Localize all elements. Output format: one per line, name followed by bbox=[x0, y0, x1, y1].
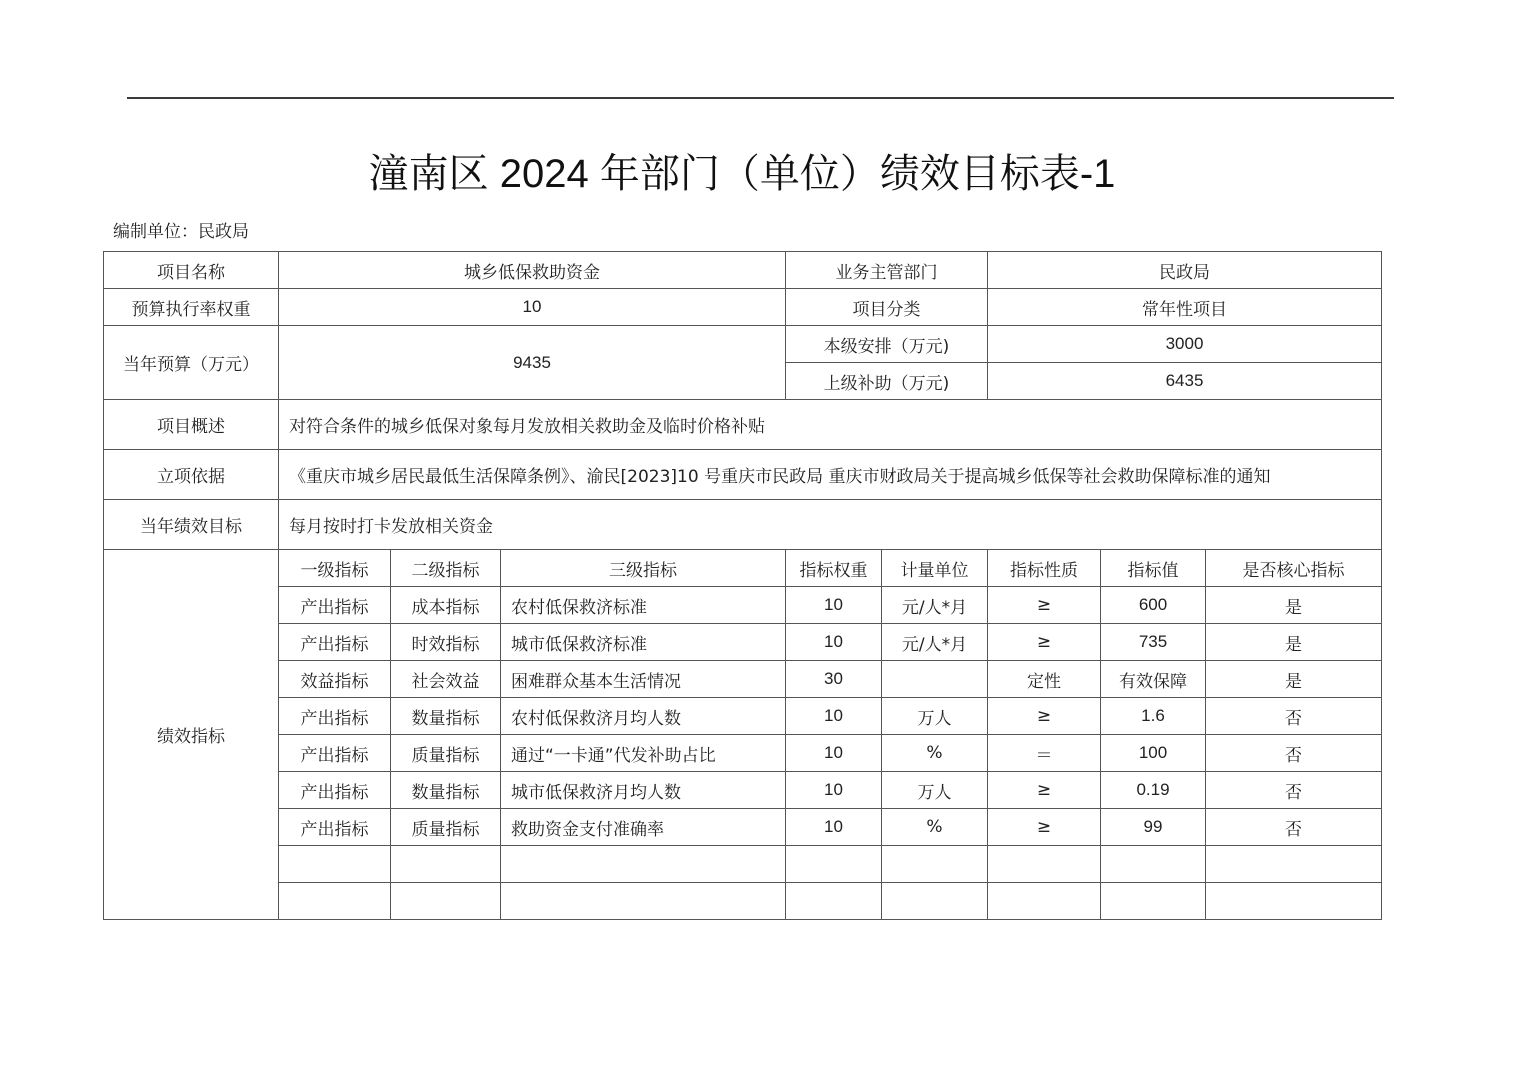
project-category-value: 常年性项目 bbox=[988, 289, 1382, 326]
row-budget-local bbox=[104, 326, 1382, 363]
empty-cell bbox=[988, 846, 1101, 883]
local-funding-value: 3000 bbox=[988, 326, 1382, 363]
indicator-nature: ≥ bbox=[988, 624, 1101, 661]
project-category-label: 项目分类 bbox=[786, 289, 988, 326]
empty-cell bbox=[391, 883, 501, 920]
indicator-level1: 产出指标 bbox=[279, 698, 391, 735]
indicator-level3: 城市低保救济标准 bbox=[501, 624, 786, 661]
indicator-core: 否 bbox=[1206, 735, 1382, 772]
empty-cell bbox=[1101, 883, 1206, 920]
header-nature: 指标性质 bbox=[988, 550, 1101, 587]
empty-cell bbox=[279, 846, 391, 883]
overview-label: 项目概述 bbox=[104, 400, 279, 450]
budget-weight-label: 预算执行率权重 bbox=[104, 289, 279, 326]
indicator-row bbox=[104, 772, 1382, 809]
indicator-core: 否 bbox=[1206, 809, 1382, 846]
indicator-row bbox=[104, 735, 1382, 772]
header-level3: 三级指标 bbox=[501, 550, 786, 587]
indicator-nature: ≥ bbox=[988, 772, 1101, 809]
indicator-level1: 产出指标 bbox=[279, 587, 391, 624]
header-rule bbox=[127, 97, 1394, 99]
row-overview bbox=[104, 400, 1382, 450]
indicator-unit: % bbox=[882, 735, 988, 772]
indicator-level3: 救助资金支付准确率 bbox=[501, 809, 786, 846]
indicator-level1: 效益指标 bbox=[279, 661, 391, 698]
indicator-level2: 时效指标 bbox=[391, 624, 501, 661]
indicator-row bbox=[104, 624, 1382, 661]
indicator-level3: 通过“一卡通”代发补助占比 bbox=[501, 735, 786, 772]
empty-cell bbox=[1206, 846, 1382, 883]
indicator-row bbox=[104, 809, 1382, 846]
performance-target-table bbox=[103, 251, 1382, 920]
indicator-value: 0.19 bbox=[1101, 772, 1206, 809]
empty-cell bbox=[1101, 846, 1206, 883]
indicator-value: 99 bbox=[1101, 809, 1206, 846]
header-value: 指标值 bbox=[1101, 550, 1206, 587]
indicator-core: 是 bbox=[1206, 661, 1382, 698]
indicator-level1: 产出指标 bbox=[279, 809, 391, 846]
local-funding-label: 本级安排（万元) bbox=[786, 326, 988, 363]
indicator-level3: 城市低保救济月均人数 bbox=[501, 772, 786, 809]
empty-cell bbox=[882, 883, 988, 920]
project-name-label: 项目名称 bbox=[104, 252, 279, 289]
upper-subsidy-label: 上级补助（万元) bbox=[786, 363, 988, 400]
header-level1: 一级指标 bbox=[279, 550, 391, 587]
empty-cell bbox=[391, 846, 501, 883]
indicator-weight: 10 bbox=[786, 587, 882, 624]
indicator-value: 1.6 bbox=[1101, 698, 1206, 735]
empty-cell bbox=[501, 883, 786, 920]
annual-goal-label: 当年绩效目标 bbox=[104, 500, 279, 550]
indicator-row bbox=[104, 587, 1382, 624]
indicator-weight: 10 bbox=[786, 735, 882, 772]
budget-weight-value: 10 bbox=[279, 289, 786, 326]
indicator-unit bbox=[882, 661, 988, 698]
indicator-level3: 农村低保救济标准 bbox=[501, 587, 786, 624]
empty-cell bbox=[279, 883, 391, 920]
indicator-level2: 社会效益 bbox=[391, 661, 501, 698]
indicator-level3: 困难群众基本生活情况 bbox=[501, 661, 786, 698]
annual-goal-value: 每月按时打卡发放相关资金 bbox=[279, 500, 1382, 550]
indicator-unit: 元/人*月 bbox=[882, 624, 988, 661]
overview-value: 对符合条件的城乡低保对象每月发放相关救助金及临时价格补贴 bbox=[279, 400, 1382, 450]
indicator-row-empty bbox=[104, 883, 1382, 920]
empty-cell bbox=[786, 846, 882, 883]
indicator-level2: 质量指标 bbox=[391, 735, 501, 772]
project-name-value: 城乡低保救助资金 bbox=[279, 252, 786, 289]
department-value: 民政局 bbox=[988, 252, 1382, 289]
indicator-value: 100 bbox=[1101, 735, 1206, 772]
indicator-weight: 10 bbox=[786, 809, 882, 846]
indicator-value: 735 bbox=[1101, 624, 1206, 661]
empty-cell bbox=[1206, 883, 1382, 920]
empty-cell bbox=[882, 846, 988, 883]
indicator-unit: % bbox=[882, 809, 988, 846]
indicator-unit: 万人 bbox=[882, 698, 988, 735]
upper-subsidy-value: 6435 bbox=[988, 363, 1382, 400]
indicator-core: 否 bbox=[1206, 698, 1382, 735]
page-title: 潼南区 2024 年部门（单位）绩效目标表-1 bbox=[368, 152, 1116, 196]
header-level2: 二级指标 bbox=[391, 550, 501, 587]
row-project-name bbox=[104, 252, 1382, 289]
indicator-level1: 产出指标 bbox=[279, 772, 391, 809]
indicator-weight: 10 bbox=[786, 624, 882, 661]
indicator-core: 是 bbox=[1206, 587, 1382, 624]
indicator-level3: 农村低保救济月均人数 bbox=[501, 698, 786, 735]
indicator-header-row bbox=[104, 550, 1382, 587]
compiler-unit: 编制单位：民政局 bbox=[113, 222, 249, 242]
indicator-level2: 数量指标 bbox=[391, 698, 501, 735]
row-basis bbox=[104, 450, 1382, 500]
indicator-nature: ≥ bbox=[988, 809, 1101, 846]
indicator-nature: ＝ bbox=[988, 735, 1101, 772]
empty-cell bbox=[988, 883, 1101, 920]
indicator-level2: 成本指标 bbox=[391, 587, 501, 624]
basis-label: 立项依据 bbox=[104, 450, 279, 500]
basis-value: 《重庆市城乡居民最低生活保障条例》、渝民[2023]10 号重庆市民政局 重庆市财政局关于提高城乡低保等社会救助保障标准的通知 bbox=[279, 450, 1382, 500]
indicator-level1: 产出指标 bbox=[279, 624, 391, 661]
indicator-value: 600 bbox=[1101, 587, 1206, 624]
annual-budget-value: 9435 bbox=[279, 326, 786, 400]
indicator-row-empty bbox=[104, 846, 1382, 883]
indicator-nature: ≥ bbox=[988, 698, 1101, 735]
header-weight: 指标权重 bbox=[786, 550, 882, 587]
empty-cell bbox=[501, 846, 786, 883]
empty-cell bbox=[786, 883, 882, 920]
indicator-value: 有效保障 bbox=[1101, 661, 1206, 698]
header-unit: 计量单位 bbox=[882, 550, 988, 587]
indicator-level1: 产出指标 bbox=[279, 735, 391, 772]
row-annual-goal bbox=[104, 500, 1382, 550]
department-label: 业务主管部门 bbox=[786, 252, 988, 289]
indicator-core: 是 bbox=[1206, 624, 1382, 661]
indicator-core: 否 bbox=[1206, 772, 1382, 809]
indicator-unit: 元/人*月 bbox=[882, 587, 988, 624]
indicator-level2: 质量指标 bbox=[391, 809, 501, 846]
indicator-nature: 定性 bbox=[988, 661, 1101, 698]
row-budget-weight bbox=[104, 289, 1382, 326]
indicator-weight: 10 bbox=[786, 772, 882, 809]
indicator-weight: 10 bbox=[786, 698, 882, 735]
indicator-level2: 数量指标 bbox=[391, 772, 501, 809]
indicator-row bbox=[104, 661, 1382, 698]
indicator-nature: ≥ bbox=[988, 587, 1101, 624]
annual-budget-label: 当年预算（万元） bbox=[104, 326, 279, 400]
indicator-row bbox=[104, 698, 1382, 735]
header-core: 是否核心指标 bbox=[1206, 550, 1382, 587]
indicators-section-label: 绩效指标 bbox=[104, 550, 279, 920]
indicator-unit: 万人 bbox=[882, 772, 988, 809]
indicator-weight: 30 bbox=[786, 661, 882, 698]
